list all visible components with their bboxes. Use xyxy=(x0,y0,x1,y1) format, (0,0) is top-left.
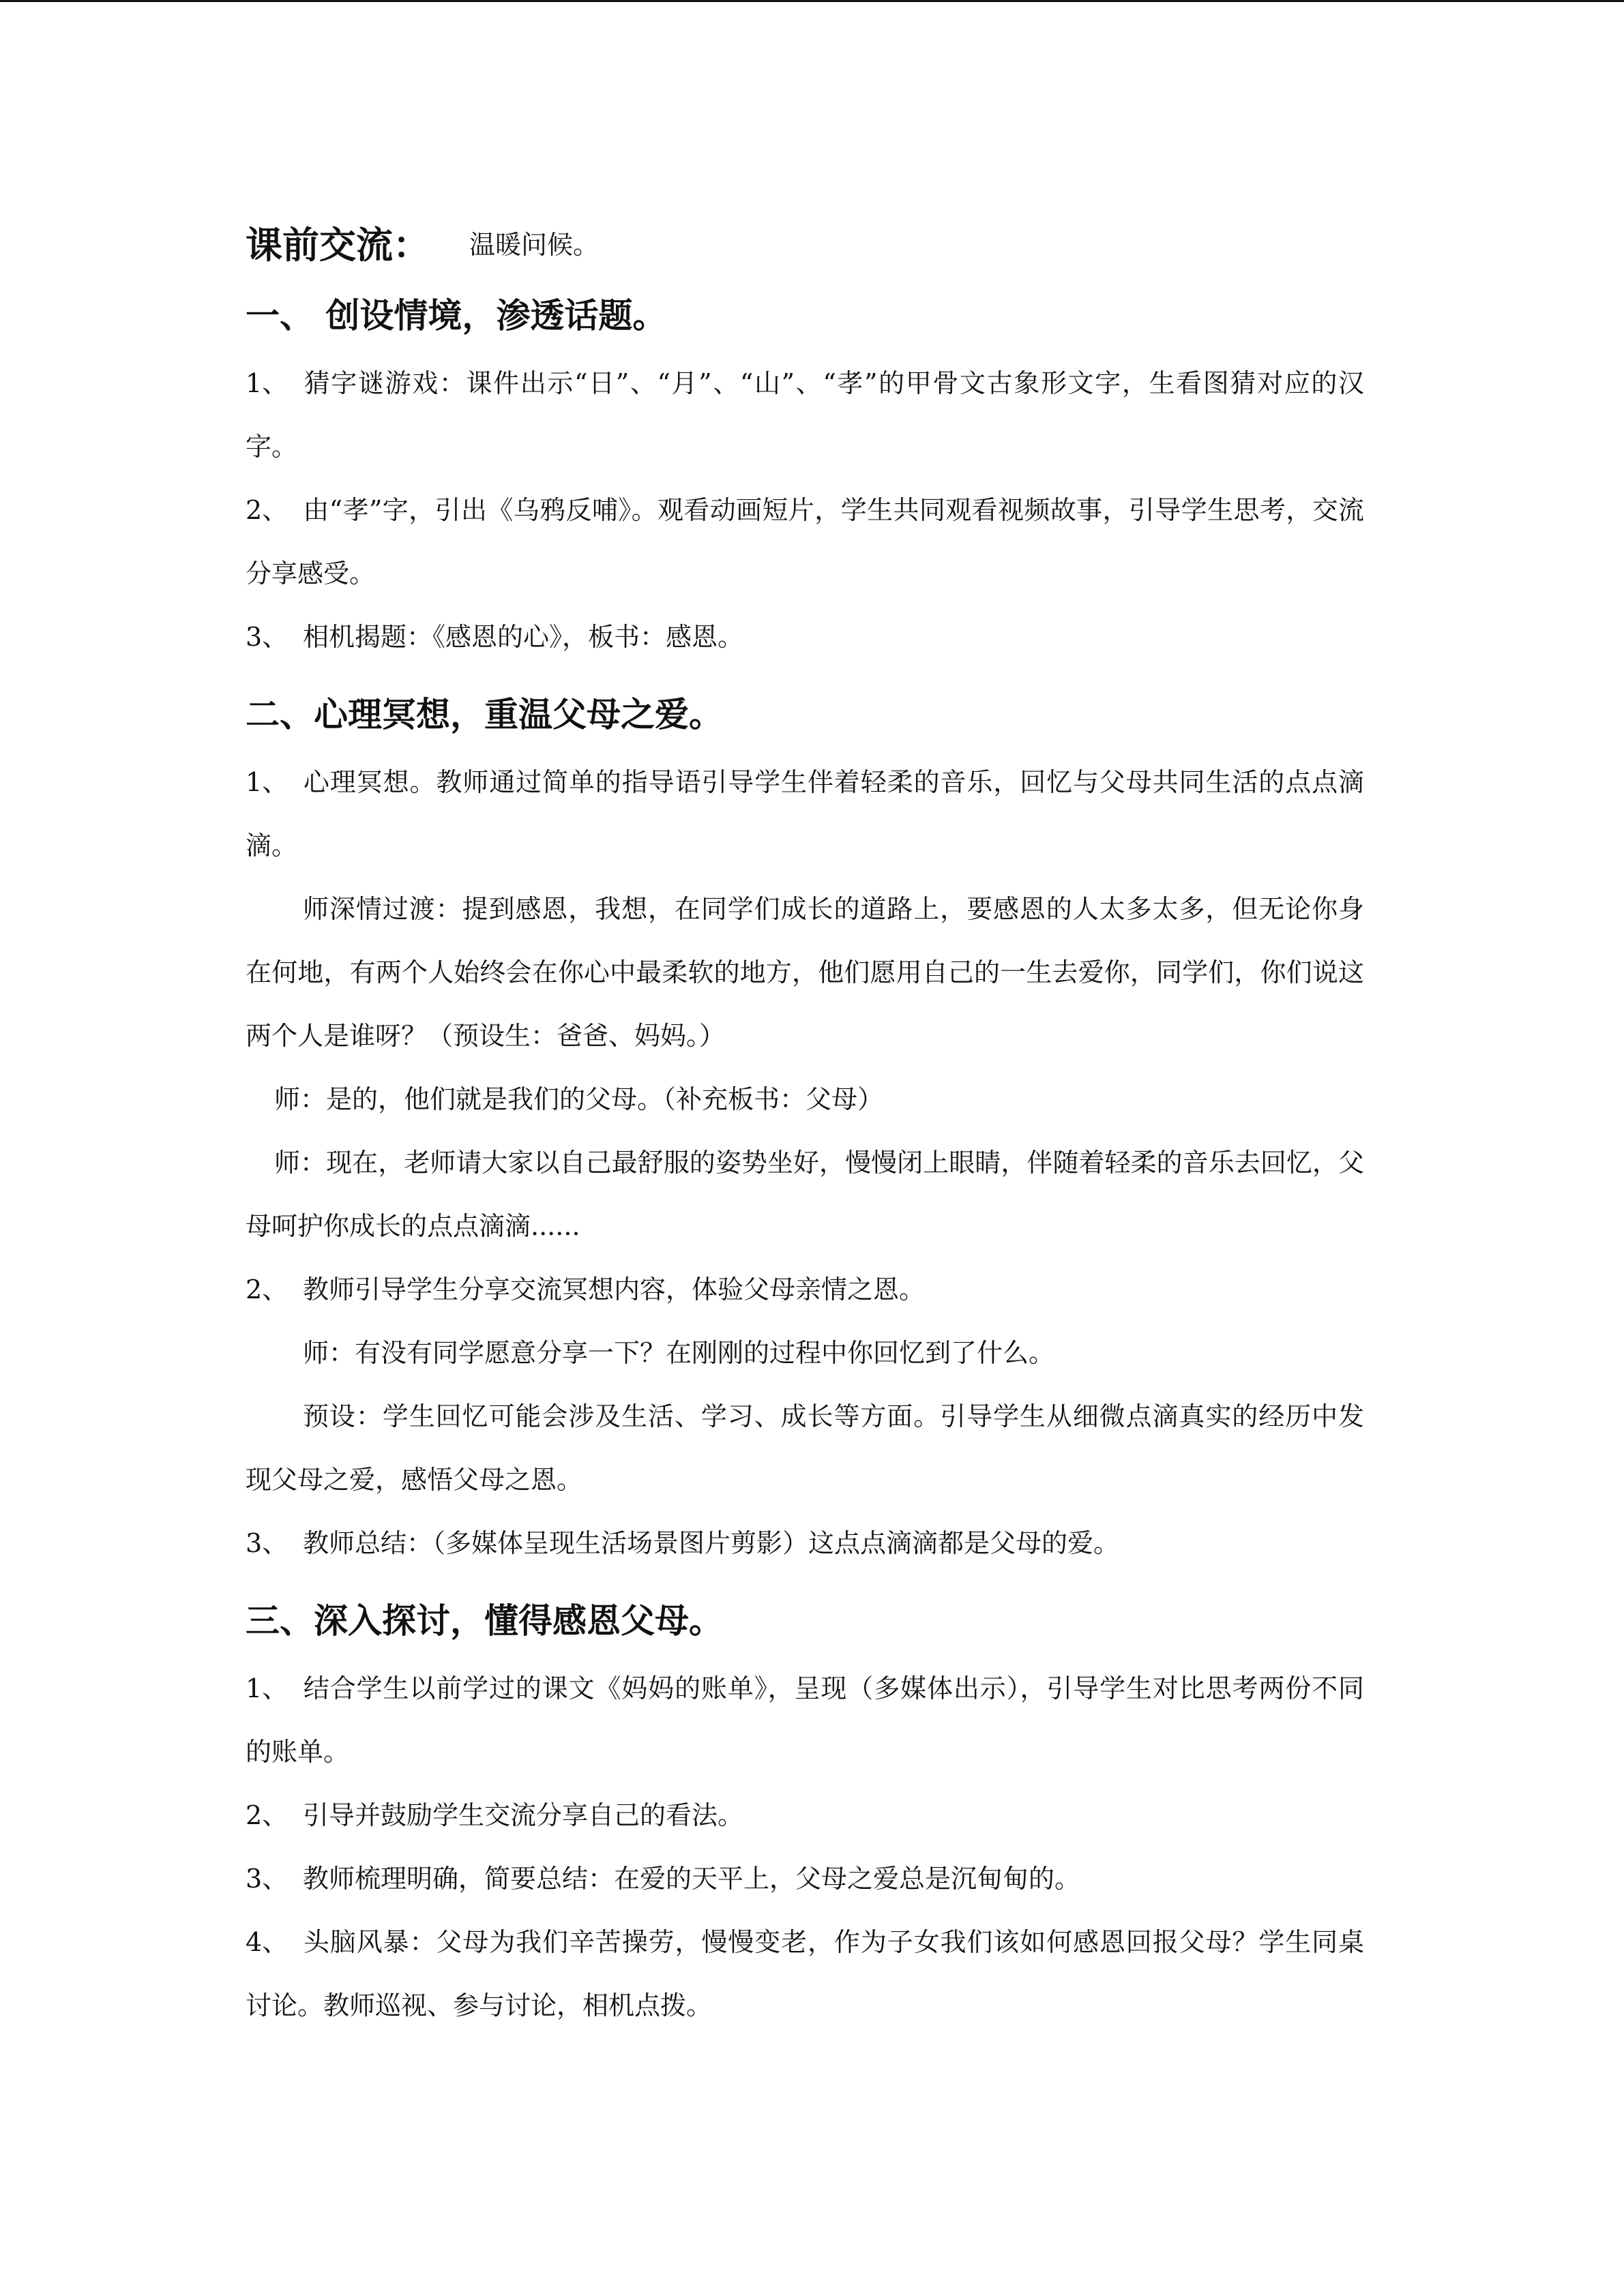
item-text: 引导并鼓励学生交流分享自己的看法。 xyxy=(303,1800,744,1830)
section-1-item-1 xyxy=(246,352,1364,479)
item-number: 3、 xyxy=(246,1864,289,1894)
top-border-line xyxy=(0,0,1624,2)
item-number: 1、 xyxy=(246,368,289,398)
section-1-item-2 xyxy=(246,479,1364,606)
section-3-heading: 三、深入探讨，懂得感恩父母。 xyxy=(246,1601,723,1641)
section-2-item-1 xyxy=(246,751,1364,878)
section-3-item-2 xyxy=(246,1784,1364,1847)
item-number: 2、 xyxy=(246,1800,289,1830)
section-2-item-3 xyxy=(246,1512,1364,1575)
document-page xyxy=(246,205,1364,2038)
item-text: 教师引导学生分享交流冥想内容，体验父母亲情之恩。 xyxy=(303,1274,926,1304)
item-text: 教师总结：（多媒体呈现生活场景图片剪影）这点点滴滴都是父母的爱。 xyxy=(303,1528,1120,1558)
section-3-item-4 xyxy=(246,1911,1364,2038)
item-text: 心理冥想。教师通过简单的指导语引导学生伴着轻柔的音乐，回忆与父母共同生活的点点滴滴。 xyxy=(246,767,1364,861)
item-number: 2、 xyxy=(246,495,289,525)
item-number: 3、 xyxy=(246,622,289,652)
item-number: 2、 xyxy=(246,1274,289,1304)
item-text: 猜字谜游戏：课件出示“日”、“月”、“山”、“孝”的甲骨文古象形文字，生看图猜对应的汉字。 xyxy=(246,368,1364,462)
item-text: 由“孝”字，引出《乌鸦反哺》。观看动画短片，学生共同观看视频故事，引导学生思考，交流分享感受。 xyxy=(246,495,1364,588)
pre-class-label: 课前交流： xyxy=(246,223,430,267)
item-number: 4、 xyxy=(246,1927,289,1957)
teacher-transition-paragraph: 师深情过渡：提到感恩，我想，在同学们成长的道路上，要感恩的人太多太多，但无论你身在何地，有两个人始终会在你心中最柔软的地方，他们愿用自己的一生去爱你，同学们，你们说这两个人是谁呀？（预设生：爸爸、妈妈。） xyxy=(246,894,1364,1051)
item-text: 教师梳理明确，简要总结：在爱的天平上，父母之爱总是沉甸甸的。 xyxy=(303,1864,1081,1894)
section-1-heading: 一、 创设情境，渗透话题。 xyxy=(246,296,667,336)
section-1-item-3 xyxy=(246,606,1364,669)
item-text: 结合学生以前学过的课文《妈妈的账单》，呈现（多媒体出示），引导学生对比思考两份不同的账单。 xyxy=(246,1673,1364,1767)
item-number: 3、 xyxy=(246,1528,289,1558)
item-text: 相机揭题：《感恩的心》，板书：感恩。 xyxy=(303,622,744,652)
teacher-question-line: 师：有没有同学愿意分享一下？在刚刚的过程中你回忆到了什么。 xyxy=(303,1338,1055,1368)
pre-class-exchange xyxy=(246,205,1364,280)
preset-answer-paragraph: 预设：学生回忆可能会涉及生活、学习、成长等方面。引导学生从细微点滴真实的经历中发现父母之爱，感悟父母之恩。 xyxy=(246,1401,1364,1495)
item-text: 头脑风暴：父母为我们辛苦操劳，慢慢变老，作为子女我们该如何感恩回报父母？学生同桌讨论。教师巡视、参与讨论，相机点拨。 xyxy=(246,1927,1364,2021)
pre-class-value: 温暖问候。 xyxy=(469,229,600,260)
section-2-item-2 xyxy=(246,1258,1364,1322)
item-number: 1、 xyxy=(246,767,289,797)
section-3-item-3 xyxy=(246,1847,1364,1911)
teacher-line-meditation: 师：现在，老师请大家以自己最舒服的姿势坐好，慢慢闭上眼睛，伴随着轻柔的音乐去回忆，父母呵护你成长的点点滴滴...... xyxy=(246,1148,1364,1241)
section-3-item-1 xyxy=(246,1657,1364,1784)
item-number: 1、 xyxy=(246,1673,289,1703)
section-2-heading: 二、心理冥想，重温父母之爱。 xyxy=(246,695,723,734)
teacher-line-parents: 师：是的，他们就是我们的父母。（补充板书：父母） xyxy=(274,1084,884,1114)
